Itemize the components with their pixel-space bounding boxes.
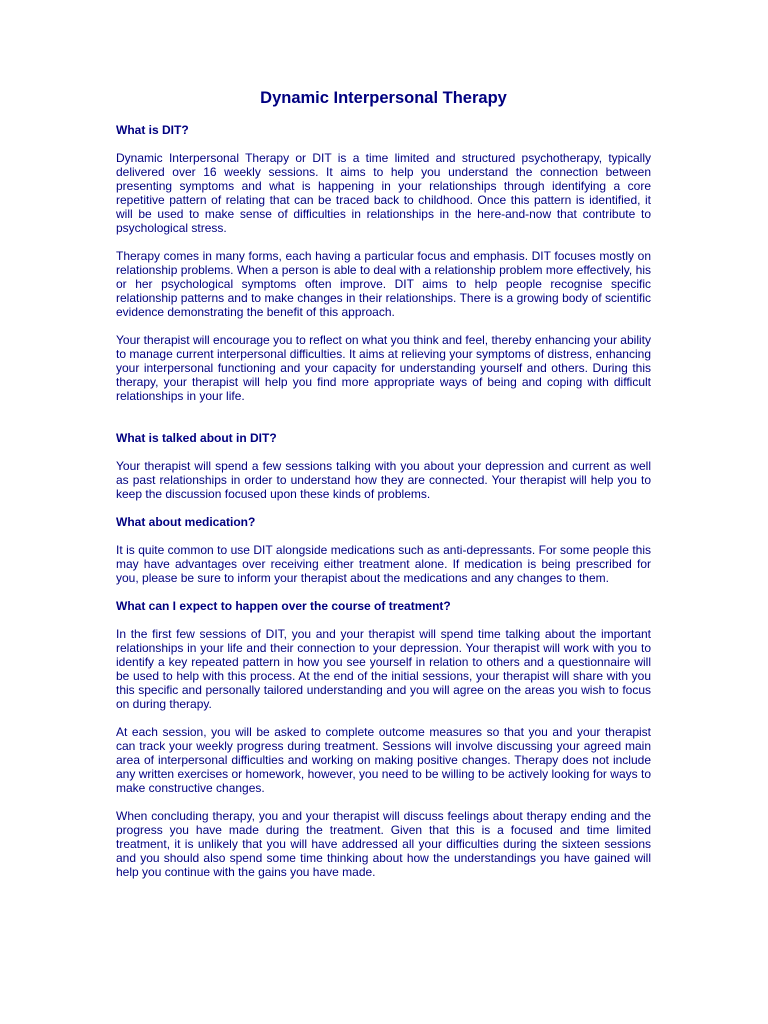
paragraph: In the first few sessions of DIT, you and your therapist will spend time talking about the important relationships in your life and their connection to your depression. Your therapist will work with you to identify a key repeated pattern in how you see yourself in relation to others and a questionnaire will be used to help with this process. At the end of the initial sessions, your therapist will share with you this specific and personally tailored understanding and you will agree on the areas you wish to focus on during therapy. — [116, 627, 651, 711]
paragraph: At each session, you will be asked to complete outcome measures so that you and your therapist can track your weekly progress during treatment. Sessions will involve discussing your agreed main area of interpersonal difficulties and working on making positive changes. Therapy does not include any written exercises or homework, however, you need to be willing to be actively looking for ways to make constructive changes. — [116, 725, 651, 795]
spacer — [116, 417, 651, 431]
section-heading-what-is-dit: What is DIT? — [116, 123, 189, 137]
section-heading-talked-about: What is talked about in DIT? — [116, 431, 277, 445]
section-heading-course-of-treatment: What can I expect to happen over the course of treatment? — [116, 599, 451, 613]
section-heading-medication: What about medication? — [116, 515, 256, 529]
document-title: Dynamic Interpersonal Therapy — [260, 89, 507, 107]
paragraph: Your therapist will spend a few sessions talking with you about your depression and current as well as past relationships in order to understand how they are connected. Your therapist will help you to keep the discussion focused upon these kinds of problems. — [116, 459, 651, 501]
paragraph: Your therapist will encourage you to reflect on what you think and feel, thereby enhancing your ability to manage current interpersonal difficulties. It aims at relieving your symptoms of distress, enhancing your interpersonal functioning and your capacity for understanding yourself and others. During this therapy, your therapist will help you find more appropriate ways of being and coping with difficult relationships in your life. — [116, 333, 651, 403]
document-page — [116, 88, 651, 893]
paragraph: Dynamic Interpersonal Therapy or DIT is a time limited and structured psychotherapy, typically delivered over 16 weekly sessions. It aims to help you understand the connection between presenting symptoms and what is happening in your relationships through identifying a core repetitive pattern of relating that can be traced back to childhood. Once this pattern is identified, it will be used to make sense of difficulties in relationships in the here-and-now that contribute to psychological stress. — [116, 151, 651, 235]
paragraph: It is quite common to use DIT alongside medications such as anti-depressants. For some people this may have advantages over receiving either treatment alone. If medication is being prescribed for you, please be sure to inform your therapist about the medications and any changes to them. — [116, 543, 651, 585]
paragraph: When concluding therapy, you and your therapist will discuss feelings about therapy ending and the progress you have made during the treatment. Given that this is a focused and time limited treatment, it is unlikely that you will have addressed all your difficulties during the sixteen sessions and you should also spend some time thinking about how the understandings you have gained will help you continue with the gains you have made. — [116, 809, 651, 879]
paragraph: Therapy comes in many forms, each having a particular focus and emphasis. DIT focuses mostly on relationship problems. When a person is able to deal with a relationship problem more effectively, his or her psychological symptoms often improve. DIT aims to help people recognise specific relationship patterns and to make changes in their relationships. There is a growing body of scientific evidence demonstrating the benefit of this approach. — [116, 249, 651, 319]
